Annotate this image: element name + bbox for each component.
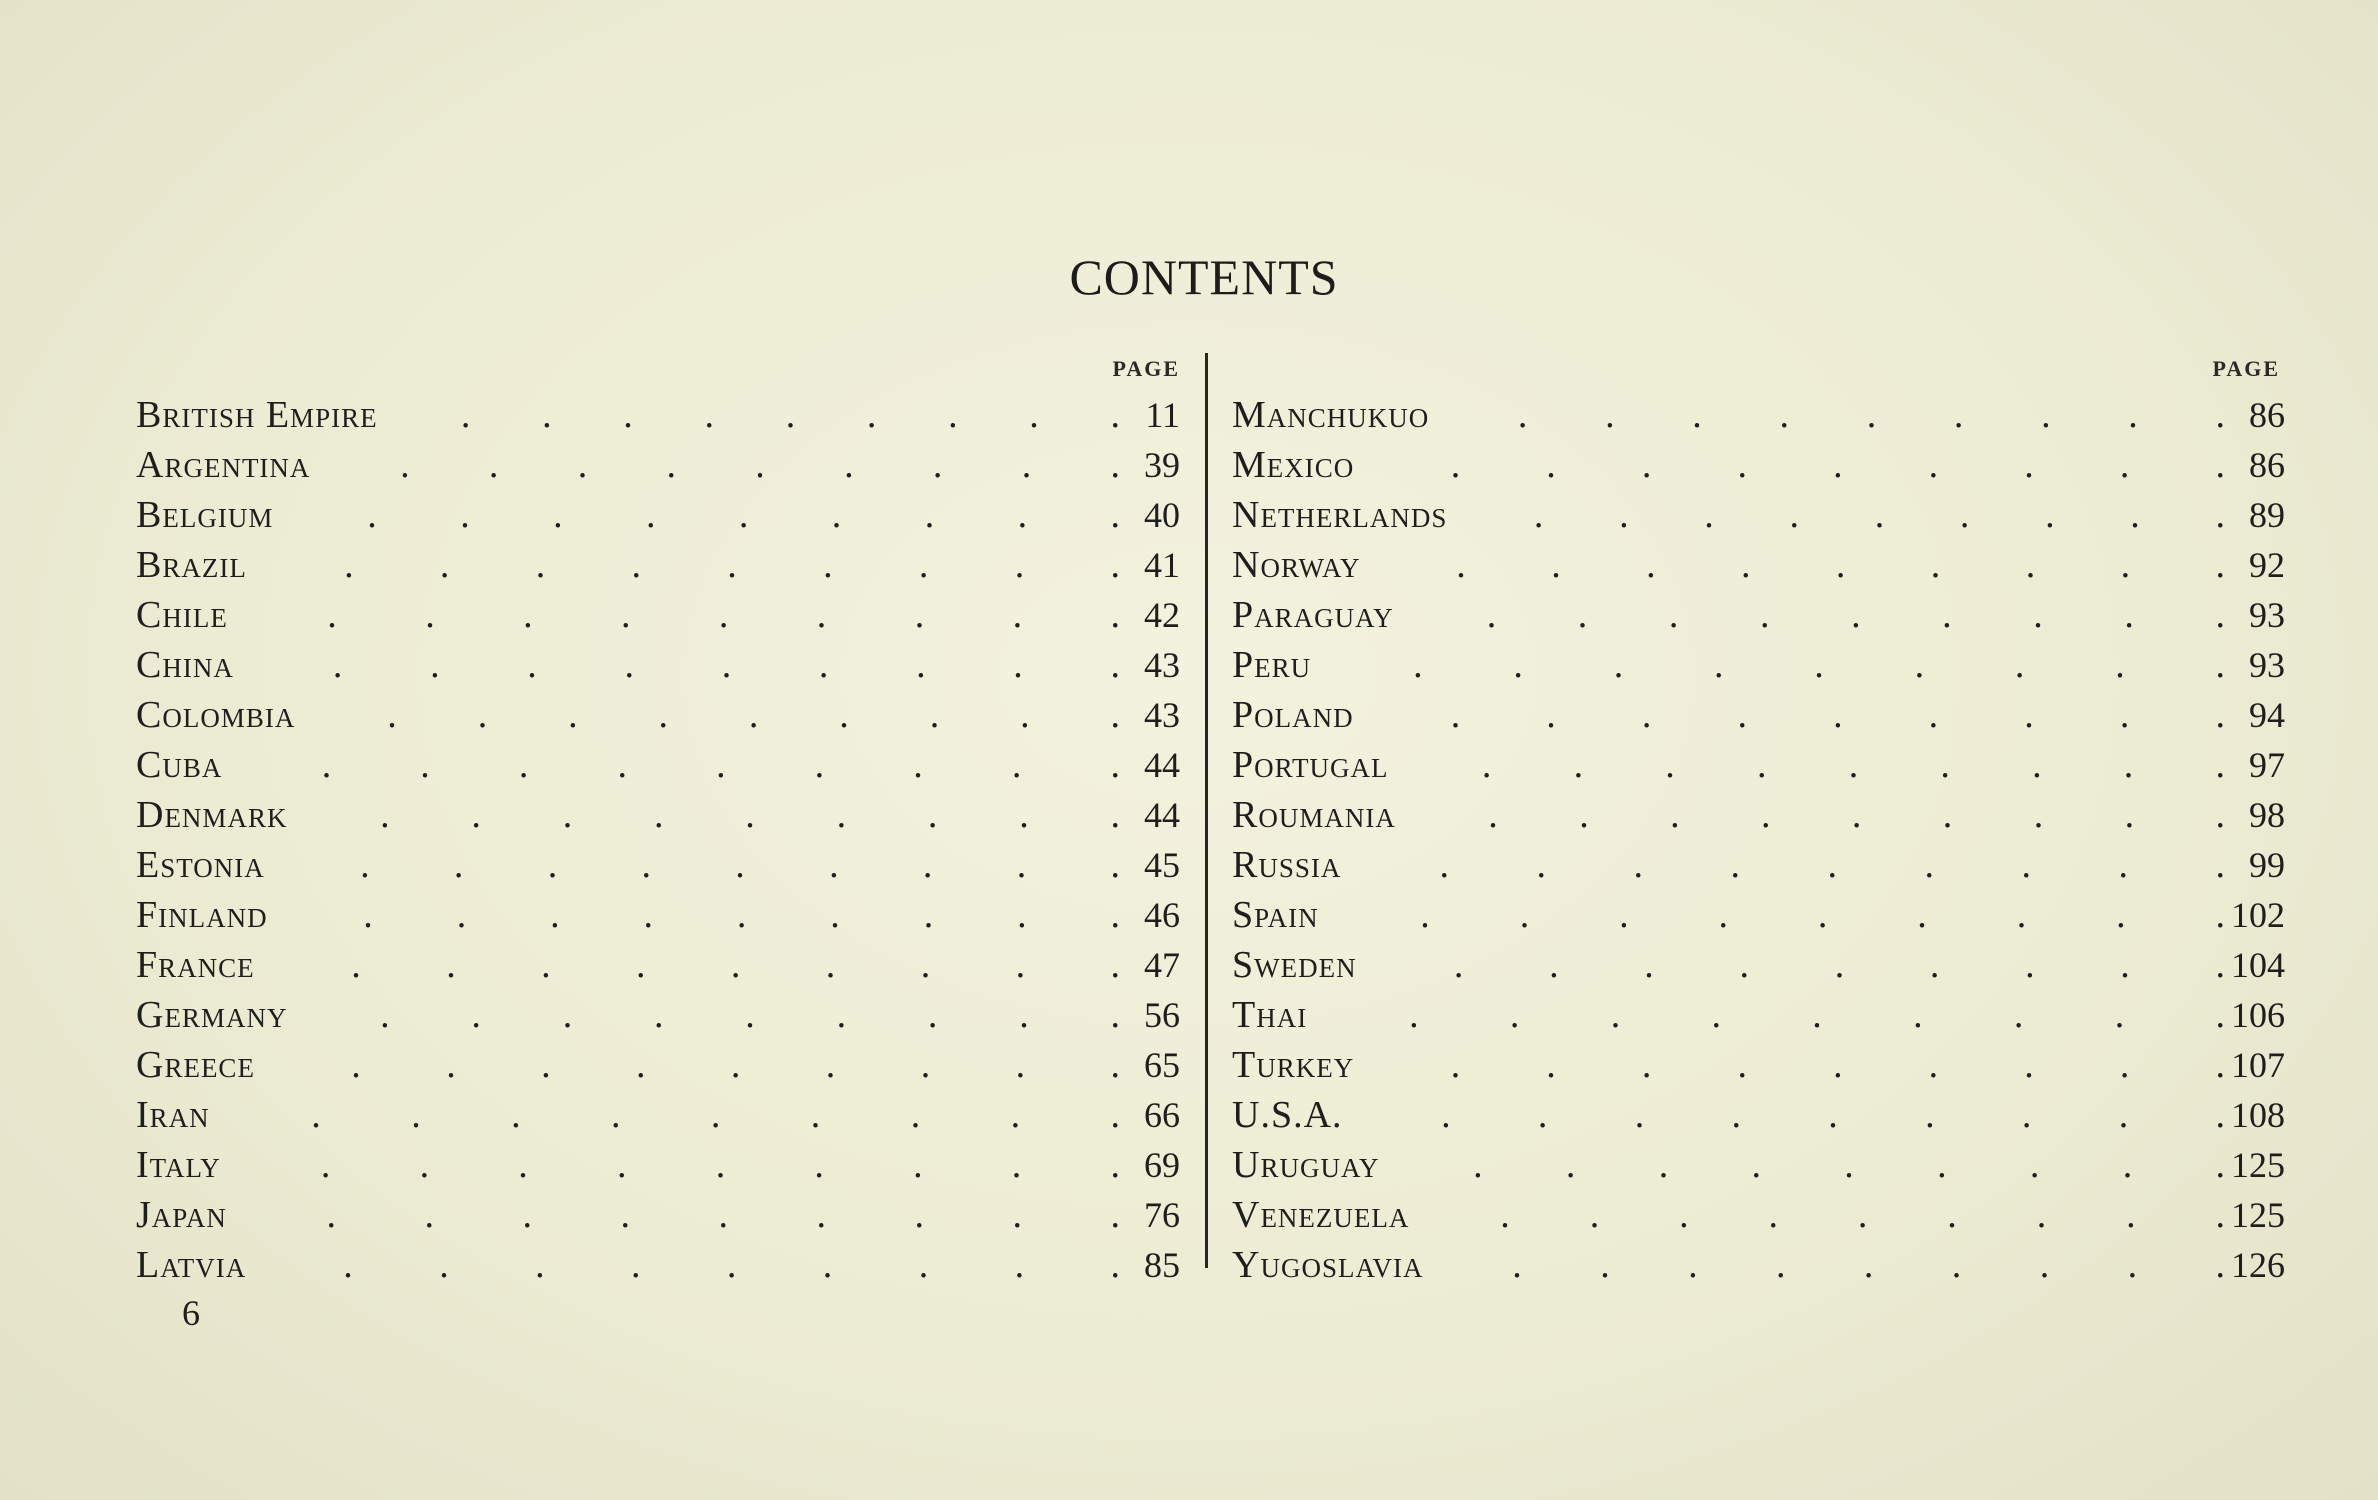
page-number: 6 xyxy=(182,1293,200,1333)
entry-page-number: 41 xyxy=(1144,545,1180,585)
entry-page-number: 69 xyxy=(1144,1145,1180,1185)
entry-name: Sweden xyxy=(1232,944,1357,986)
dot-leader: . . . . . . . . . xyxy=(1500,1194,2225,1236)
contents-entry xyxy=(136,940,1180,990)
dot-leader: . . . . . . . . . xyxy=(351,944,1120,986)
dot-leader: . . . . . . . . . xyxy=(344,544,1120,586)
entry-name: China xyxy=(136,644,234,686)
entry-page-number: 99 xyxy=(2249,845,2285,885)
entry-page-number: 44 xyxy=(1144,795,1180,835)
entry-page-number: 43 xyxy=(1144,645,1180,685)
entry-name: Peru xyxy=(1232,644,1312,686)
entry-page-number: 89 xyxy=(2249,495,2285,535)
entry-name: Germany xyxy=(136,994,288,1036)
contents-entry xyxy=(1232,1240,2285,1290)
entry-name: Chile xyxy=(136,594,228,636)
entry-name: France xyxy=(136,944,255,986)
dot-leader: . . . . . . . . . xyxy=(1450,694,2225,736)
entry-name: Roumania xyxy=(1232,794,1396,836)
entry-page-number: 97 xyxy=(2249,745,2285,785)
dot-leader: . . . . . . . . . xyxy=(460,394,1120,436)
entry-page-number: 43 xyxy=(1144,695,1180,735)
column-divider xyxy=(1205,353,1208,1268)
contents-entry xyxy=(136,640,1180,690)
dot-leader: . . . . . . . . . xyxy=(321,744,1120,786)
entry-name: Yugoslavia xyxy=(1232,1244,1424,1286)
dot-leader: . . . . . . . . . xyxy=(1533,494,2225,536)
entry-page-number: 44 xyxy=(1144,745,1180,785)
contents-entry xyxy=(136,1090,1180,1140)
contents-entry xyxy=(136,390,1180,440)
dot-leader: . . . . . . . . . xyxy=(380,794,1120,836)
contents-right-column xyxy=(1232,390,2285,1290)
entry-page-number: 86 xyxy=(2249,395,2285,435)
contents-entry xyxy=(1232,440,2285,490)
contents-entry xyxy=(1232,390,2285,440)
entry-page-number: 76 xyxy=(1144,1195,1180,1235)
entry-name: Thai xyxy=(1232,994,1308,1036)
contents-entry xyxy=(136,1240,1180,1290)
contents-entry xyxy=(136,790,1180,840)
page-column-heading-right: PAGE xyxy=(2212,356,2280,381)
entry-page-number: 104 xyxy=(2231,945,2285,985)
contents-entry xyxy=(136,1140,1180,1190)
contents-entry xyxy=(1232,1190,2285,1240)
dot-leader: . . . . . . . . . xyxy=(1456,544,2225,586)
dot-leader: . . . . . . . . . xyxy=(327,594,1120,636)
contents-entry xyxy=(136,540,1180,590)
dot-leader: . . . . . . . . . xyxy=(1512,1244,2225,1286)
dot-leader: . . . . . . . . . xyxy=(1450,444,2225,486)
entry-page-number: 86 xyxy=(2249,445,2285,485)
contents-entry xyxy=(136,1190,1180,1240)
entry-page-number: 125 xyxy=(2231,1145,2285,1185)
dot-leader: . . . . . . . . . xyxy=(332,644,1120,686)
entry-page-number: 66 xyxy=(1144,1095,1180,1135)
entry-name: Brazil xyxy=(136,544,247,586)
entry-page-number: 40 xyxy=(1144,495,1180,535)
entry-name: Finland xyxy=(136,894,268,936)
contents-entry xyxy=(1232,640,2285,690)
contents-entry xyxy=(1232,1140,2285,1190)
entry-page-number: 93 xyxy=(2249,595,2285,635)
entry-page-number: 125 xyxy=(2231,1195,2285,1235)
contents-entry xyxy=(1232,490,2285,540)
dot-leader: . . . . . . . . . xyxy=(400,444,1120,486)
entry-name: Norway xyxy=(1232,544,1361,586)
dot-leader: . . . . . . . . . xyxy=(1486,594,2225,636)
dot-leader: . . . . . . . . . xyxy=(1420,894,2225,936)
entry-name: Argentina xyxy=(136,444,311,486)
contents-entry xyxy=(1232,690,2285,740)
entry-name: Manchukuo xyxy=(1232,394,1430,436)
contents-left-column xyxy=(136,390,1180,1290)
contents-entry xyxy=(1232,590,2285,640)
entry-page-number: 39 xyxy=(1144,445,1180,485)
entry-page-number: 108 xyxy=(2231,1095,2285,1135)
dot-leader: . . . . . . . . . xyxy=(326,1194,1120,1236)
entry-name: Greece xyxy=(136,1044,255,1086)
dot-leader: . . . . . . . . . xyxy=(343,1244,1120,1286)
contents-entry xyxy=(1232,790,2285,840)
entry-name: Portugal xyxy=(1232,744,1389,786)
contents-entry xyxy=(1232,1040,2285,1090)
contents-entry xyxy=(1232,1090,2285,1140)
contents-entry xyxy=(136,490,1180,540)
dot-leader: . . . . . . . . . xyxy=(1439,844,2225,886)
entry-name: U.S.A. xyxy=(1232,1094,1343,1136)
entry-page-number: 106 xyxy=(2231,995,2285,1035)
dot-leader: . . . . . . . . . xyxy=(320,1144,1120,1186)
entry-name: Turkey xyxy=(1232,1044,1355,1086)
entry-name: Denmark xyxy=(136,794,288,836)
entry-name: Belgium xyxy=(136,494,274,536)
entry-page-number: 107 xyxy=(2231,1045,2285,1085)
contents-entry xyxy=(136,890,1180,940)
contents-entry xyxy=(1232,740,2285,790)
entry-name: Colombia xyxy=(136,694,296,736)
dot-leader: . . . . . . . . . xyxy=(387,694,1120,736)
entry-page-number: 94 xyxy=(2249,695,2285,735)
dot-leader: . . . . . . . . . xyxy=(1409,994,2225,1036)
entry-page-number: 46 xyxy=(1144,895,1180,935)
entry-page-number: 102 xyxy=(2231,895,2285,935)
entry-name: Mexico xyxy=(1232,444,1355,486)
entry-name: Poland xyxy=(1232,694,1354,736)
dot-leader: . . . . . . . . . xyxy=(1441,1094,2225,1136)
contents-entry xyxy=(1232,840,2285,890)
entry-page-number: 98 xyxy=(2249,795,2285,835)
dot-leader: . . . . . . . . . xyxy=(1481,744,2225,786)
dot-leader: . . . . . . . . . xyxy=(360,844,1120,886)
contents-entry xyxy=(1232,890,2285,940)
dot-leader: . . . . . . . . . xyxy=(1413,644,2225,686)
dot-leader: . . . . . . . . . xyxy=(311,1094,1120,1136)
entry-name: Netherlands xyxy=(1232,494,1448,536)
page-title: CONTENTS xyxy=(1069,249,1339,305)
entry-page-number: 11 xyxy=(1145,395,1180,435)
entry-name: Russia xyxy=(1232,844,1342,886)
contents-entry xyxy=(136,1040,1180,1090)
entry-name: Latvia xyxy=(136,1244,247,1286)
contents-entry xyxy=(1232,990,2285,1040)
dot-leader: . . . . . . . . . xyxy=(363,894,1120,936)
entry-name: Japan xyxy=(136,1194,227,1236)
dot-leader: . . . . . . . . . xyxy=(1488,794,2225,836)
contents-entry xyxy=(136,990,1180,1040)
dot-leader: . . . . . . . . . xyxy=(1453,944,2225,986)
entry-name: Venezuela xyxy=(1232,1194,1410,1236)
contents-entry xyxy=(136,440,1180,490)
contents-entry xyxy=(1232,940,2285,990)
entry-page-number: 93 xyxy=(2249,645,2285,685)
entry-name: Uruguay xyxy=(1232,1144,1380,1186)
entry-page-number: 56 xyxy=(1144,995,1180,1035)
entry-name: Italy xyxy=(136,1144,221,1186)
entry-page-number: 65 xyxy=(1144,1045,1180,1085)
contents-entry xyxy=(136,840,1180,890)
entry-name: Cuba xyxy=(136,744,223,786)
dot-leader: . . . . . . . . . xyxy=(367,494,1120,536)
dot-leader: . . . . . . . . . xyxy=(1450,1044,2225,1086)
page-column-heading-left: PAGE xyxy=(1112,356,1180,381)
entry-name: Paraguay xyxy=(1232,594,1394,636)
entry-page-number: 85 xyxy=(1144,1245,1180,1285)
entry-name: Spain xyxy=(1232,894,1319,936)
dot-leader: . . . . . . . . . xyxy=(1517,394,2225,436)
entry-page-number: 126 xyxy=(2231,1245,2285,1285)
entry-page-number: 42 xyxy=(1144,595,1180,635)
entry-name: British Empire xyxy=(136,394,378,436)
contents-entry xyxy=(136,690,1180,740)
entry-page-number: 47 xyxy=(1144,945,1180,985)
contents-entry xyxy=(1232,540,2285,590)
entry-page-number: 45 xyxy=(1144,845,1180,885)
dot-leader: . . . . . . . . . xyxy=(1473,1144,2225,1186)
dot-leader: . . . . . . . . . xyxy=(380,994,1120,1036)
entry-page-number: 92 xyxy=(2249,545,2285,585)
contents-entry xyxy=(136,590,1180,640)
entry-name: Estonia xyxy=(136,844,265,886)
entry-name: Iran xyxy=(136,1094,210,1136)
dot-leader: . . . . . . . . . xyxy=(351,1044,1120,1086)
contents-entry xyxy=(136,740,1180,790)
